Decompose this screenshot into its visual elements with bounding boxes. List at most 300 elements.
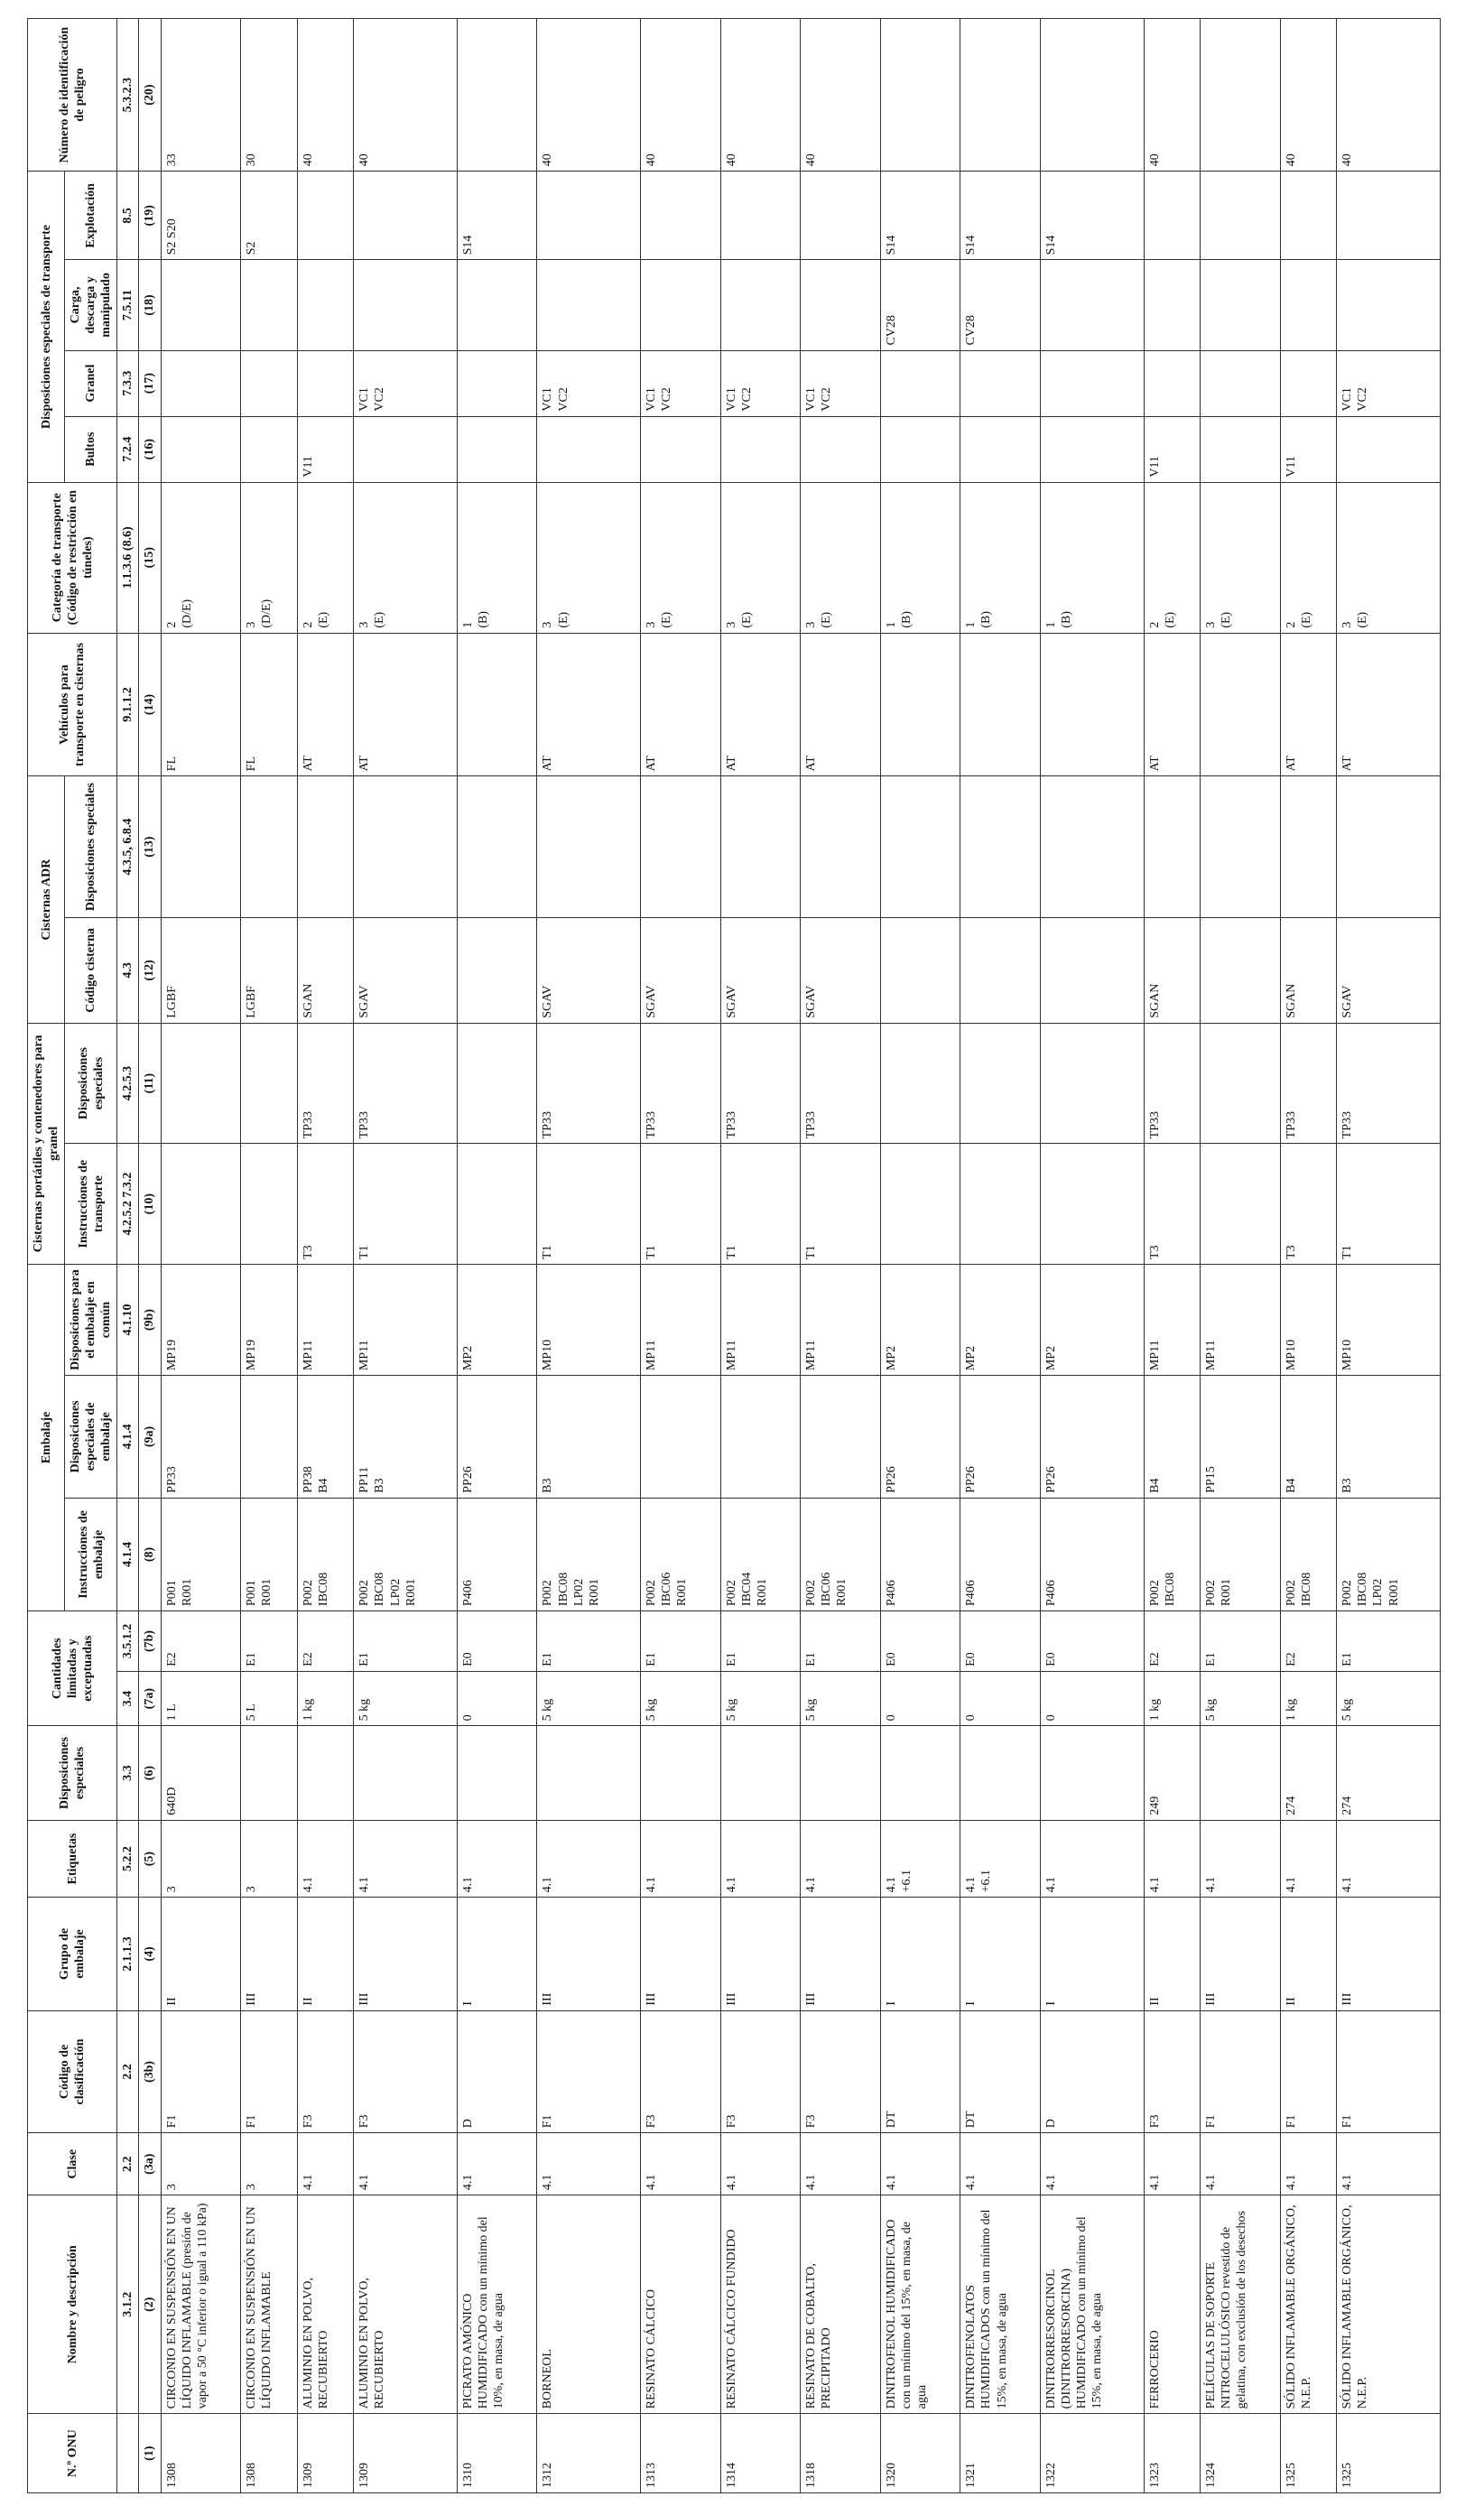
- name-description-cell: RESINATO CÁLCICO: [641, 2195, 721, 2414]
- name-description-cell: DINITROFENOL HUMIDIFICADO con un mínimo del 15%, en masa, de agua: [880, 2195, 960, 2414]
- table-cell: [537, 260, 641, 350]
- column-number-row: [139, 19, 161, 2493]
- un-number-cell: 1321: [960, 2414, 1041, 2493]
- table-cell: [537, 776, 641, 918]
- table-cell: III: [720, 1898, 801, 2010]
- reference-cell: 4.2.5.2 7.3.2: [117, 1144, 139, 1265]
- header-grupo-embalaje: Grupo de embalaje: [28, 1898, 117, 2010]
- table-cell: [960, 19, 1041, 172]
- table-cell: T1: [641, 1144, 721, 1265]
- reference-cell: 2.2: [117, 2133, 139, 2195]
- header-embalaje: Embalaje: [28, 1264, 65, 1610]
- table-cell: TP33: [641, 1023, 721, 1144]
- table-cell: 2 (E): [1280, 482, 1337, 633]
- table-cell: E1: [354, 1611, 458, 1672]
- table-cell: TP33: [801, 1023, 881, 1144]
- table-cell: [1144, 172, 1201, 260]
- table-cell: [241, 350, 298, 416]
- table-body: [161, 19, 1440, 2493]
- table-cell: E1: [241, 1611, 298, 1672]
- table-cell: E2: [1144, 1611, 1201, 1672]
- table-cell: SGAV: [720, 917, 801, 1023]
- table-row: [720, 19, 801, 2493]
- table-cell: MP10: [537, 1264, 641, 1375]
- table-cell: 4.1 +6.1: [880, 1820, 960, 1898]
- table-cell: E1: [641, 1611, 721, 1672]
- table-cell: [1201, 172, 1281, 260]
- table-cell: PP26: [960, 1376, 1041, 1499]
- table-cell: [1201, 1023, 1281, 1144]
- table-cell: III: [241, 1898, 298, 2010]
- column-number-cell: (14): [139, 633, 161, 776]
- table-cell: E1: [1337, 1611, 1441, 1672]
- table-cell: [960, 350, 1041, 416]
- table-cell: [720, 776, 801, 918]
- table-cell: 4.1 +6.1: [960, 1820, 1041, 1898]
- table-cell: II: [1144, 1898, 1201, 2010]
- table-cell: F3: [354, 2010, 458, 2133]
- table-cell: [720, 172, 801, 260]
- table-cell: 4.1: [354, 1820, 458, 1898]
- table-cell: SGAV: [641, 917, 721, 1023]
- table-cell: S14: [457, 172, 537, 260]
- table-cell: [1201, 633, 1281, 776]
- table-cell: [1201, 350, 1281, 416]
- table-cell: P002 IBC08: [1280, 1498, 1337, 1610]
- table-row: [457, 19, 537, 2493]
- table-cell: SGAV: [354, 917, 458, 1023]
- table-cell: [161, 1023, 241, 1144]
- name-description-cell: RESINATO CÁLCICO FUNDIDO: [720, 2195, 801, 2414]
- table-row: [241, 19, 298, 2493]
- table-cell: MP10: [1280, 1264, 1337, 1375]
- table-cell: III: [354, 1898, 458, 2010]
- table-row: [1201, 19, 1281, 2493]
- table-cell: MP11: [641, 1264, 721, 1375]
- table-cell: 1 (B): [880, 482, 960, 633]
- table-cell: TP33: [354, 1023, 458, 1144]
- un-number-cell: 1320: [880, 2414, 960, 2493]
- table-cell: [880, 633, 960, 776]
- table-cell: P002 IBC06 R001: [801, 1498, 881, 1610]
- reference-cell: 7.2.4: [117, 416, 139, 482]
- name-description-cell: ALUMINIO EN POLVO, RECUBIERTO: [354, 2195, 458, 2414]
- adr-dangerous-goods-table: [27, 18, 1441, 2493]
- column-number-cell: (10): [139, 1144, 161, 1265]
- table-cell: 40: [1280, 19, 1337, 172]
- table-cell: 4.1: [354, 2133, 458, 2195]
- table-cell: [354, 260, 458, 350]
- table-cell: 40: [641, 19, 721, 172]
- table-cell: 1 (B): [960, 482, 1041, 633]
- table-cell: P002 IBC08: [297, 1498, 354, 1610]
- column-number-cell: (17): [139, 350, 161, 416]
- table-cell: III: [537, 1898, 641, 2010]
- table-cell: E0: [960, 1611, 1041, 1672]
- table-cell: [880, 1144, 960, 1265]
- table-cell: 4.1: [457, 2133, 537, 2195]
- table-cell: 4.1: [1144, 1820, 1201, 1898]
- table-cell: 4.1: [1201, 2133, 1281, 2195]
- table-cell: T3: [297, 1144, 354, 1265]
- header-bultos: Bultos: [65, 416, 117, 482]
- table-cell: [1337, 172, 1441, 260]
- reference-cell: 2.1.1.3: [117, 1898, 139, 2010]
- table-cell: 40: [354, 19, 458, 172]
- table-cell: TP33: [720, 1023, 801, 1144]
- table-cell: 40: [1337, 19, 1441, 172]
- table-cell: F1: [1201, 2010, 1281, 2133]
- table-cell: SGAN: [1144, 917, 1201, 1023]
- table-cell: [297, 350, 354, 416]
- reference-cell: 7.3.3: [117, 350, 139, 416]
- name-description-cell: ALUMINIO EN POLVO, RECUBIERTO: [297, 2195, 354, 2414]
- table-cell: 5 kg: [720, 1671, 801, 1726]
- table-cell: [720, 1376, 801, 1499]
- reference-cell: 2.2: [117, 2010, 139, 2133]
- table-cell: 4.1: [1337, 2133, 1441, 2195]
- table-cell: P002 IBC08 LP02 R001: [354, 1498, 458, 1610]
- table-cell: 4.1: [1280, 1820, 1337, 1898]
- table-cell: AT: [537, 633, 641, 776]
- table-cell: PP33: [161, 1376, 241, 1499]
- table-cell: [1280, 260, 1337, 350]
- table-cell: E1: [537, 1611, 641, 1672]
- header-instrucciones-embalaje: Instrucciones de embalaje: [65, 1498, 117, 1610]
- table-cell: PP26: [1040, 1376, 1144, 1499]
- table-cell: MP2: [880, 1264, 960, 1375]
- table-cell: [801, 1726, 881, 1820]
- table-cell: 4.1: [457, 1820, 537, 1898]
- name-description-cell: DINITRORRESORCINOL (DINITRORRESORCINA) HUMIDIFICADO con un mínimo del 15%, en masa, de agua: [1040, 2195, 1144, 2414]
- table-cell: 0: [457, 1671, 537, 1726]
- table-cell: [1280, 172, 1337, 260]
- table-cell: 249: [1144, 1726, 1201, 1820]
- table-cell: I: [457, 1898, 537, 2010]
- reference-cell: 7.5.11: [117, 260, 139, 350]
- table-cell: E0: [1040, 1611, 1144, 1672]
- reference-cell: 4.3: [117, 917, 139, 1023]
- table-cell: [960, 1726, 1041, 1820]
- table-cell: 3 (E): [537, 482, 641, 633]
- table-cell: 40: [297, 19, 354, 172]
- table-cell: [880, 1023, 960, 1144]
- table-cell: E2: [297, 1611, 354, 1672]
- table-cell: VC1 VC2: [641, 350, 721, 416]
- table-cell: P001 R001: [241, 1498, 298, 1610]
- table-cell: 4.1: [960, 2133, 1041, 2195]
- table-cell: [241, 1726, 298, 1820]
- table-cell: AT: [641, 633, 721, 776]
- table-cell: F1: [241, 2010, 298, 2133]
- table-cell: [880, 350, 960, 416]
- table-cell: [1040, 1726, 1144, 1820]
- table-cell: [801, 260, 881, 350]
- table-cell: T1: [1337, 1144, 1441, 1265]
- table-cell: [1201, 1144, 1281, 1265]
- un-number-cell: 1314: [720, 2414, 801, 2493]
- table-cell: V11: [297, 416, 354, 482]
- table-cell: [641, 260, 721, 350]
- table-cell: FL: [241, 633, 298, 776]
- table-cell: 4.1: [1201, 1820, 1281, 1898]
- table-cell: S14: [960, 172, 1041, 260]
- table-cell: [161, 260, 241, 350]
- column-number-cell: (11): [139, 1023, 161, 1144]
- table-cell: VC1 VC2: [354, 350, 458, 416]
- table-cell: [720, 260, 801, 350]
- un-number-cell: 1310: [457, 2414, 537, 2493]
- table-row: [641, 19, 721, 2493]
- table-cell: 4.1: [1040, 1820, 1144, 1898]
- table-cell: PP26: [880, 1376, 960, 1499]
- table-cell: [801, 416, 881, 482]
- column-number-cell: (5): [139, 1820, 161, 1898]
- column-number-cell: (9b): [139, 1264, 161, 1375]
- name-description-cell: SÓLIDO INFLAMABLE ORGÁNICO, N.E.P.: [1337, 2195, 1441, 2414]
- table-cell: F3: [297, 2010, 354, 2133]
- table-cell: 3: [241, 1820, 298, 1898]
- header-disp-especiales-embalaje: Disposiciones especiales de embalaje: [65, 1376, 117, 1499]
- table-cell: MP2: [1040, 1264, 1144, 1375]
- header-vehiculos: Vehículos para transporte en cisternas: [28, 633, 117, 776]
- table-cell: E2: [161, 1611, 241, 1672]
- table-cell: 4.1: [641, 2133, 721, 2195]
- table-cell: MP2: [457, 1264, 537, 1375]
- table-cell: PP11 B3: [354, 1376, 458, 1499]
- table-cell: S14: [1040, 172, 1144, 260]
- name-description-cell: DINITROFENOLATOS HUMIDIFICADOS con un mínimo del 15%, en masa, de agua: [960, 2195, 1041, 2414]
- table-cell: 274: [1280, 1726, 1337, 1820]
- table-cell: [720, 1726, 801, 1820]
- table-cell: AT: [720, 633, 801, 776]
- table-cell: 4.1: [1144, 2133, 1201, 2195]
- table-cell: SGAN: [1280, 917, 1337, 1023]
- name-description-cell: RESINATO DE COBALTO, PRECIPITADO: [801, 2195, 881, 2414]
- table-cell: 5 kg: [1337, 1671, 1441, 1726]
- header-carga: Carga, descarga y manipulado: [65, 260, 117, 350]
- table-cell: [297, 260, 354, 350]
- table-cell: AT: [801, 633, 881, 776]
- table-cell: P406: [880, 1498, 960, 1610]
- reference-cell: 8.5: [117, 172, 139, 260]
- table-cell: VC1 VC2: [537, 350, 641, 416]
- table-cell: [1201, 776, 1281, 918]
- column-number-cell: (9a): [139, 1376, 161, 1499]
- table-cell: 4.1: [801, 1820, 881, 1898]
- table-cell: [241, 1144, 298, 1265]
- table-cell: P002 IBC08: [1144, 1498, 1201, 1610]
- table-cell: [297, 1726, 354, 1820]
- table-cell: [161, 776, 241, 918]
- table-cell: 40: [801, 19, 881, 172]
- table-row: [801, 19, 881, 2493]
- name-description-cell: CIRCONIO EN SUSPENSIÓN EN UN LÍQUIDO INFLAMABLE (presión de vapor a 50 °C inferior o igual a 110 kPa): [161, 2195, 241, 2414]
- reference-cell: 9.1.1.2: [117, 633, 139, 776]
- table-cell: 1 kg: [1144, 1671, 1201, 1726]
- table-row: [297, 19, 354, 2493]
- table-cell: T1: [801, 1144, 881, 1265]
- table-cell: III: [801, 1898, 881, 2010]
- table-cell: 4.1: [720, 1820, 801, 1898]
- table-cell: T1: [354, 1144, 458, 1265]
- table-cell: MP11: [801, 1264, 881, 1375]
- table-cell: TP33: [297, 1023, 354, 1144]
- table-cell: [457, 350, 537, 416]
- table-cell: [880, 917, 960, 1023]
- table-cell: [241, 776, 298, 918]
- table-cell: MP11: [1201, 1264, 1281, 1375]
- table-cell: 2 (E): [297, 482, 354, 633]
- name-description-cell: CIRCONIO EN SUSPENSIÓN EN UN LÍQUIDO INFLAMABLE: [241, 2195, 298, 2414]
- header-clase: Clase: [28, 2133, 117, 2195]
- table-cell: 1 (B): [457, 482, 537, 633]
- table-cell: [960, 776, 1041, 918]
- reference-cell: 4.1.4: [117, 1498, 139, 1610]
- column-number-cell: (7a): [139, 1671, 161, 1726]
- table-cell: [354, 416, 458, 482]
- table-cell: [641, 1376, 721, 1499]
- table-cell: [801, 172, 881, 260]
- table-cell: [1144, 350, 1201, 416]
- table-cell: [1040, 260, 1144, 350]
- table-cell: T3: [1280, 1144, 1337, 1265]
- reference-cell: 4.2.5.3: [117, 1023, 139, 1144]
- column-number-cell: (12): [139, 917, 161, 1023]
- header-disp-especiales-cisternas: Disposiciones especiales: [65, 1023, 117, 1144]
- table-cell: 2 (E): [1144, 482, 1201, 633]
- table-cell: [641, 776, 721, 918]
- table-cell: TP33: [1337, 1023, 1441, 1144]
- table-cell: F3: [1144, 2010, 1201, 2133]
- table-cell: SGAN: [297, 917, 354, 1023]
- table-cell: PP38 B4: [297, 1376, 354, 1499]
- table-cell: [1201, 917, 1281, 1023]
- column-number-cell: (3b): [139, 2010, 161, 2133]
- header-nombre: Nombre y descripción: [28, 2195, 117, 2414]
- column-number-cell: (3a): [139, 2133, 161, 2195]
- table-row: [537, 19, 641, 2493]
- un-number-cell: 1312: [537, 2414, 641, 2493]
- table-cell: [641, 172, 721, 260]
- table-cell: [1040, 1144, 1144, 1265]
- table-cell: [960, 1144, 1041, 1265]
- table-cell: II: [161, 1898, 241, 2010]
- un-number-cell: 1318: [801, 2414, 881, 2493]
- table-cell: P002 IBC08 LP02 R001: [537, 1498, 641, 1610]
- table-cell: AT: [1144, 633, 1201, 776]
- header-instrucciones-transporte: Instrucciones de transporte: [65, 1144, 117, 1265]
- table-cell: 5 kg: [537, 1671, 641, 1726]
- table-cell: MP11: [1144, 1264, 1201, 1375]
- table-cell: 30: [241, 19, 298, 172]
- table-cell: [161, 416, 241, 482]
- table-cell: MP11: [354, 1264, 458, 1375]
- un-number-cell: 1322: [1040, 2414, 1144, 2493]
- table-cell: 4.1: [880, 2133, 960, 2195]
- header-explotacion: Explotación: [65, 172, 117, 260]
- table-cell: E1: [720, 1611, 801, 1672]
- table-cell: MP19: [241, 1264, 298, 1375]
- table-cell: [1337, 260, 1441, 350]
- table-cell: PP26: [457, 1376, 537, 1499]
- table-cell: [720, 416, 801, 482]
- table-cell: [1144, 260, 1201, 350]
- table-cell: P002 IBC06 R001: [641, 1498, 721, 1610]
- table-cell: S2: [241, 172, 298, 260]
- table-cell: E0: [457, 1611, 537, 1672]
- table-cell: 1 kg: [1280, 1671, 1337, 1726]
- table-cell: 4.1: [297, 2133, 354, 2195]
- table-cell: P001 R001: [161, 1498, 241, 1610]
- un-number-cell: 1309: [297, 2414, 354, 2493]
- table-cell: 4.1: [1040, 2133, 1144, 2195]
- table-cell: T1: [537, 1144, 641, 1265]
- reference-cell: 1.1.3.6 (8.6): [117, 482, 139, 633]
- table-cell: [1040, 633, 1144, 776]
- table-cell: [1040, 416, 1144, 482]
- table-cell: F1: [161, 2010, 241, 2133]
- table-cell: AT: [1280, 633, 1337, 776]
- table-cell: 1 (B): [1040, 482, 1144, 633]
- table-cell: [880, 1726, 960, 1820]
- name-description-cell: BORNEOL: [537, 2195, 641, 2414]
- table-cell: [457, 1726, 537, 1820]
- table-cell: [801, 776, 881, 918]
- header-onu: N.º ONU: [28, 2414, 117, 2493]
- table-cell: 3 (E): [354, 482, 458, 633]
- table-cell: [241, 1376, 298, 1499]
- table-row: [1337, 19, 1441, 2493]
- table-cell: [457, 633, 537, 776]
- table-cell: P002 R001: [1201, 1498, 1281, 1610]
- table-cell: [537, 1726, 641, 1820]
- table-cell: [1201, 260, 1281, 350]
- table-cell: P002 IBC04 R001: [720, 1498, 801, 1610]
- header-cisternas-adr: Cisternas ADR: [28, 776, 65, 1023]
- table-cell: [457, 776, 537, 918]
- un-number-cell: 1325: [1337, 2414, 1441, 2493]
- table-cell: SGAV: [801, 917, 881, 1023]
- table-cell: 33: [161, 19, 241, 172]
- reference-row: [117, 19, 139, 2493]
- table-cell: [1040, 917, 1144, 1023]
- table-cell: [457, 260, 537, 350]
- table-cell: 4.1: [801, 2133, 881, 2195]
- table-cell: 1 L: [161, 1671, 241, 1726]
- table-cell: B3: [1337, 1376, 1441, 1499]
- table-row: [161, 19, 241, 2493]
- table-cell: 0: [960, 1671, 1041, 1726]
- table-cell: MP19: [161, 1264, 241, 1375]
- table-cell: [801, 1376, 881, 1499]
- table-cell: 40: [1144, 19, 1201, 172]
- table-cell: [457, 1144, 537, 1265]
- un-number-cell: 1324: [1201, 2414, 1281, 2493]
- table-cell: P002 IBC08 LP02 R001: [1337, 1498, 1441, 1610]
- table-cell: 3 (E): [720, 482, 801, 633]
- table-cell: [960, 633, 1041, 776]
- un-number-cell: 1308: [161, 2414, 241, 2493]
- table-cell: B3: [537, 1376, 641, 1499]
- table-cell: F3: [801, 2010, 881, 2133]
- table-cell: SGAV: [537, 917, 641, 1023]
- header-codigo-clasificacion: Código de clasificación: [28, 2010, 117, 2133]
- reference-cell: 3.4: [117, 1671, 139, 1726]
- table-row: [1280, 19, 1337, 2493]
- column-number-cell: (18): [139, 260, 161, 350]
- table-cell: [537, 172, 641, 260]
